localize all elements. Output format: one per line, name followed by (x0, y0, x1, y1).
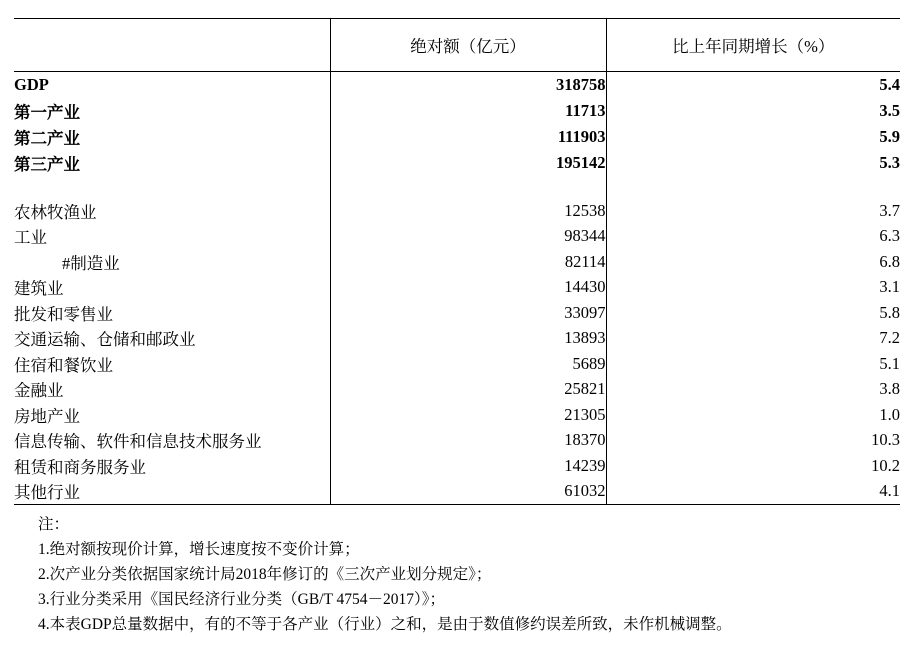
row-absolute: 12538 (330, 198, 606, 224)
table-row (14, 326, 900, 352)
spacer-cell (14, 176, 330, 198)
table-row (14, 275, 900, 301)
note-item: 1.绝对额按现价计算，增长速度按不变价计算； (38, 541, 360, 558)
row-growth: 5.1 (879, 353, 900, 373)
row-absolute: 195142 (330, 150, 606, 176)
table-row (14, 377, 900, 403)
row-growth: 10.2 (871, 455, 900, 475)
row-absolute: 25821 (330, 377, 606, 403)
row-label: 第三产业 (14, 155, 80, 174)
spacer-cell (330, 176, 606, 198)
table-row (14, 224, 900, 250)
row-label: 批发和零售业 (14, 304, 113, 324)
row-label: 工业 (14, 228, 47, 248)
row-growth: 5.3 (879, 153, 900, 172)
table-row (14, 351, 900, 377)
row-label: 租赁和商务服务业 (14, 457, 146, 477)
row-absolute: 111903 (330, 124, 606, 150)
table-row (14, 300, 900, 326)
spacer-cell (606, 176, 900, 198)
row-absolute: 18370 (330, 428, 606, 454)
row-label: 信息传输、软件和信息技术服务业 (14, 432, 262, 452)
row-growth: 3.7 (879, 200, 900, 220)
row-growth: 5.8 (879, 302, 900, 322)
note-item: 2.次产业分类依据国家统计局2018年修订的《三次产业划分规定》； (38, 566, 492, 583)
table-row (14, 428, 900, 454)
table-notes (14, 512, 900, 637)
column-header-growth: 比上年同期增长（%） (606, 19, 900, 72)
row-label: 农林牧渔业 (14, 202, 97, 222)
row-growth: 10.3 (871, 430, 900, 450)
row-absolute: 98344 (330, 224, 606, 250)
row-label: 住宿和餐饮业 (14, 355, 113, 375)
table-spacer-row (14, 176, 900, 198)
note-item: 3.行业分类采用《国民经济行业分类（GB/T 4754－2017）》； (38, 591, 446, 608)
row-growth: 5.4 (879, 75, 900, 94)
row-absolute: 82114 (330, 249, 606, 275)
table-row (14, 198, 900, 224)
row-growth: 1.0 (879, 404, 900, 424)
column-header-absolute: 绝对额（亿元） (330, 19, 606, 72)
row-growth: 3.5 (879, 101, 900, 120)
table-header-row (14, 19, 900, 72)
row-label: #制造业 (62, 253, 120, 273)
row-absolute: 318758 (330, 72, 606, 99)
table-row (14, 479, 900, 505)
note-item: 4.本表GDP总量数据中，有的不等于各产业（行业）之和，是由于数值修约误差所致，未作机械调整。 (38, 616, 732, 633)
row-label: 金融业 (14, 381, 64, 401)
table-row (14, 249, 900, 275)
gdp-statistics-table (14, 18, 900, 505)
table-row (14, 150, 900, 176)
row-growth: 5.9 (879, 127, 900, 146)
table-row (14, 402, 900, 428)
row-label: GDP (14, 75, 49, 94)
table-row (14, 453, 900, 479)
row-growth: 7.2 (879, 328, 900, 348)
table-body (14, 72, 900, 505)
row-label: 第二产业 (14, 129, 80, 148)
row-label: 交通运输、仓储和邮政业 (14, 330, 196, 350)
row-absolute: 13893 (330, 326, 606, 352)
table-header (14, 19, 900, 72)
row-label: 其他行业 (14, 479, 330, 505)
row-label: 房地产业 (14, 406, 80, 426)
table-row (14, 72, 900, 99)
row-growth: 6.3 (879, 226, 900, 246)
row-absolute: 33097 (330, 300, 606, 326)
row-absolute: 5689 (330, 351, 606, 377)
notes-title: 注： (38, 516, 70, 533)
row-growth: 4.1 (606, 479, 900, 505)
row-absolute: 21305 (330, 402, 606, 428)
row-absolute: 14430 (330, 275, 606, 301)
row-absolute: 61032 (330, 479, 606, 505)
column-header-label (14, 19, 330, 72)
row-growth: 3.1 (879, 277, 900, 297)
row-label: 建筑业 (14, 279, 64, 299)
row-growth: 3.8 (879, 379, 900, 399)
table-row (14, 124, 900, 150)
table-row (14, 98, 900, 124)
row-absolute: 11713 (330, 98, 606, 124)
row-absolute: 14239 (330, 453, 606, 479)
row-growth: 6.8 (879, 251, 900, 271)
row-label: 第一产业 (14, 103, 80, 122)
